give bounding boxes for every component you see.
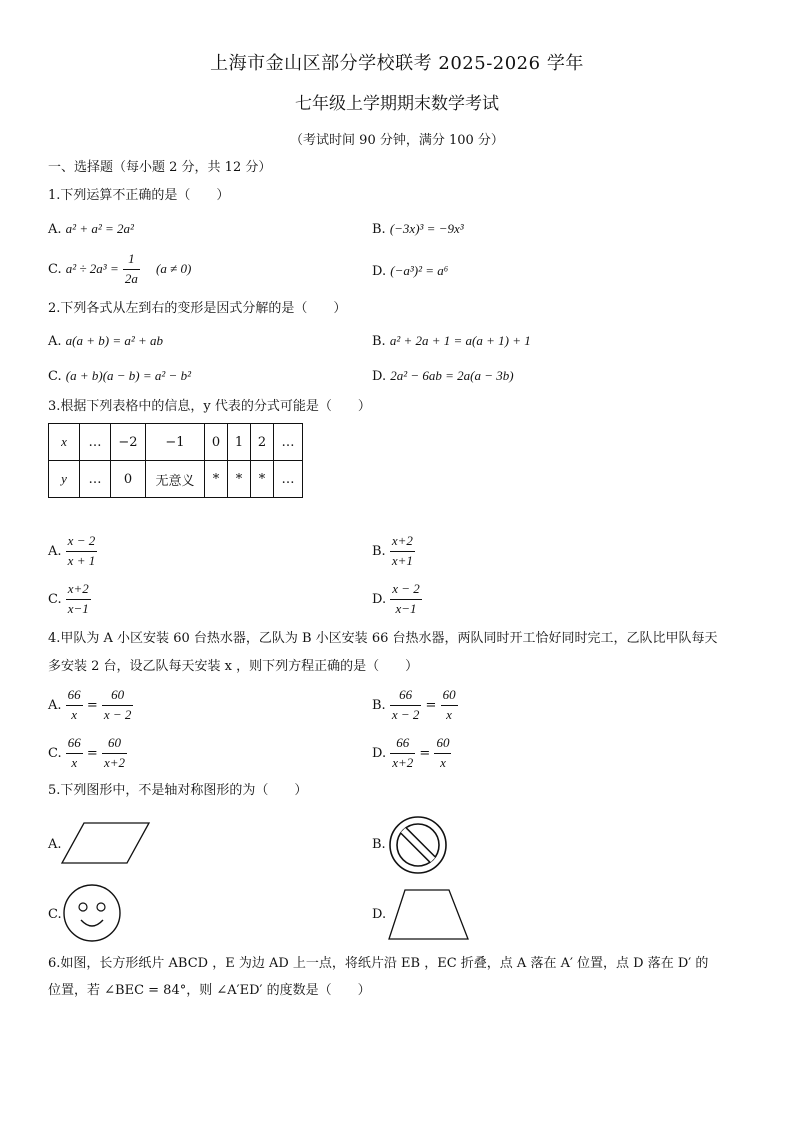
option-expression: (a + b)(a − b) = a² − b² — [65, 368, 191, 383]
fraction — [66, 688, 83, 723]
fraction-numerator: x+2 — [390, 534, 415, 552]
option-label: A. — [48, 334, 62, 349]
equals-sign: = — [86, 745, 98, 761]
q2-option-a — [48, 334, 163, 348]
option-expression: (−a³)² = a⁶ — [390, 263, 449, 278]
fraction-denominator: x+2 — [392, 754, 414, 770]
option-expression: a² + 2a + 1 = a(a + 1) + 1 — [389, 333, 531, 348]
fraction — [390, 736, 415, 771]
q2-stem: 2.下列各式从左到右的变形是因式分解的是（ ） — [48, 301, 347, 316]
q3-option-b — [372, 534, 415, 569]
equals-sign: = — [419, 745, 431, 761]
fraction-denominator: x−1 — [67, 600, 89, 616]
option-label: D. — [372, 591, 387, 607]
q4-option-d — [372, 736, 451, 771]
fraction-numerator: 1 — [123, 252, 140, 270]
exam-subtitle: 七年级上学期期末数学考试 — [295, 94, 499, 114]
q4-option-a — [48, 688, 133, 723]
option-label: C. — [48, 261, 62, 277]
table-cell: * — [205, 461, 228, 498]
q5-option-a-label: A. — [48, 837, 62, 852]
option-expression: 2a² − 6ab = 2a(a − 3b) — [390, 368, 514, 383]
q1-option-d — [372, 264, 448, 278]
fraction-numerator: x+2 — [66, 582, 91, 600]
q3-option-d — [372, 582, 422, 617]
table-cell: x — [49, 424, 80, 461]
fraction-numerator: 66 — [390, 736, 415, 754]
option-expression: a(a + b) = a² + ab — [65, 333, 164, 348]
fraction-denominator: x + 1 — [67, 552, 96, 568]
q1-option-a — [48, 222, 134, 236]
table-cell: … — [80, 461, 111, 498]
option-condition: (a ≠ 0) — [156, 260, 192, 276]
option-label: C. — [48, 745, 62, 761]
table-cell: … — [80, 424, 111, 461]
q4-option-b — [372, 688, 458, 723]
q6-stem-line2: 位置，若 ∠BEC = 84°，则 ∠A′ED′ 的度数是（ ） — [48, 983, 371, 998]
fraction-denominator: x − 2 — [391, 706, 420, 722]
option-label: C. — [48, 369, 62, 384]
fraction-denominator: x−1 — [395, 600, 417, 616]
fraction-numerator: 60 — [441, 688, 458, 706]
fraction — [66, 736, 83, 771]
fraction — [66, 534, 98, 569]
fraction — [102, 736, 127, 771]
fraction-numerator: 66 — [390, 688, 422, 706]
fraction-numerator: 60 — [434, 736, 451, 754]
parallelogram-figure — [60, 820, 152, 866]
q2-option-c — [48, 369, 191, 383]
option-label: B. — [372, 222, 386, 237]
table-cell: * — [251, 461, 274, 498]
table-cell: 2 — [251, 424, 274, 461]
fraction — [390, 582, 422, 617]
option-label: A. — [48, 697, 62, 713]
q5-option-d-label: D. — [372, 907, 387, 922]
q3-stem: 3.根据下列表格中的信息，y 代表的分式可能是（ ） — [48, 399, 371, 414]
table-cell: y — [49, 461, 80, 498]
equals-sign: = — [86, 697, 98, 713]
q5-option-b-label: B. — [372, 837, 386, 852]
fraction-denominator: x+2 — [103, 754, 125, 770]
q3-option-c — [48, 582, 91, 617]
fraction-numerator: 66 — [66, 736, 83, 754]
fraction-numerator: 66 — [66, 688, 83, 706]
fraction — [66, 582, 91, 617]
fraction-denominator: x — [71, 754, 78, 770]
fraction — [390, 688, 422, 723]
option-label: D. — [372, 264, 387, 279]
q1-option-c — [48, 252, 191, 287]
table-cell: … — [274, 424, 303, 461]
option-label: A. — [48, 222, 62, 237]
fraction-denominator: x+1 — [391, 552, 413, 568]
q6-stem-line1: 6.如图，长方形纸片 ABCD ，E 为边 AD 上一点，将纸片沿 EB ，EC 折叠，点 A 落在 A′ 位置，点 D 落在 D′ 的 — [48, 956, 709, 971]
trapezoid-figure — [386, 886, 472, 942]
q5-option-c-label: C. — [48, 907, 62, 922]
fraction — [123, 252, 140, 287]
fraction-denominator: x — [71, 706, 78, 722]
table-cell: 0 — [111, 461, 146, 498]
fraction-denominator: 2a — [124, 270, 138, 286]
q2-option-d — [372, 369, 514, 383]
exam-title: 上海市金山区部分学校联考 2025-2026 学年 — [210, 53, 584, 74]
smiley-face-figure — [62, 883, 122, 943]
q5-stem: 5.下列图形中，不是轴对称图形的为（ ） — [48, 783, 308, 798]
fraction-denominator: x — [440, 754, 446, 770]
fraction-denominator: x − 2 — [103, 706, 132, 722]
q4-option-c — [48, 736, 127, 771]
option-label: A. — [48, 543, 62, 559]
table-row-x — [49, 424, 303, 461]
exam-note: （考试时间 90 分钟，满分 100 分） — [290, 133, 504, 148]
table-row-y — [49, 461, 303, 498]
q2-option-b — [372, 334, 531, 348]
option-label: D. — [372, 369, 387, 384]
option-expression: a² + a² = 2a² — [65, 221, 134, 236]
option-label: D. — [372, 745, 387, 761]
fraction-numerator: 60 — [102, 688, 134, 706]
table-cell: 1 — [228, 424, 251, 461]
q4-stem-line2: 多安装 2 台，设乙队每天安装 x ，则下列方程正确的是（ ） — [48, 659, 419, 674]
table-cell: −2 — [111, 424, 146, 461]
table-cell: 无意义 — [146, 461, 205, 498]
fraction — [434, 736, 451, 771]
fraction — [390, 534, 415, 569]
option-label: B. — [372, 697, 386, 713]
section-heading: 一、选择题（每小题 2 分，共 12 分） — [48, 160, 272, 175]
option-label: C. — [48, 591, 62, 607]
no-sign-figure — [388, 815, 448, 875]
q1-stem: 1.下列运算不正确的是（ ） — [48, 188, 230, 203]
option-expression: (−3x)³ = −9x³ — [389, 221, 464, 236]
table-cell: … — [274, 461, 303, 498]
option-label: B. — [372, 334, 386, 349]
q3-value-table — [48, 423, 303, 498]
fraction-numerator: x − 2 — [390, 582, 422, 600]
fraction — [102, 688, 134, 723]
fraction — [441, 688, 458, 723]
q4-stem-line1: 4.甲队为 A 小区安装 60 台热水器，乙队为 B 小区安装 66 台热水器，两队同时开工恰好同时完工，乙队比甲队每天 — [48, 631, 718, 646]
option-label: B. — [372, 543, 386, 559]
q3-option-a — [48, 534, 97, 569]
table-cell: * — [228, 461, 251, 498]
fraction-numerator: x − 2 — [66, 534, 98, 552]
option-expression: a² ÷ 2a³ = — [65, 260, 119, 276]
fraction-numerator: 60 — [102, 736, 127, 754]
equals-sign: = — [425, 697, 437, 713]
table-cell: −1 — [146, 424, 205, 461]
table-cell: 0 — [205, 424, 228, 461]
q1-option-b — [372, 222, 464, 236]
fraction-denominator: x — [446, 706, 452, 722]
